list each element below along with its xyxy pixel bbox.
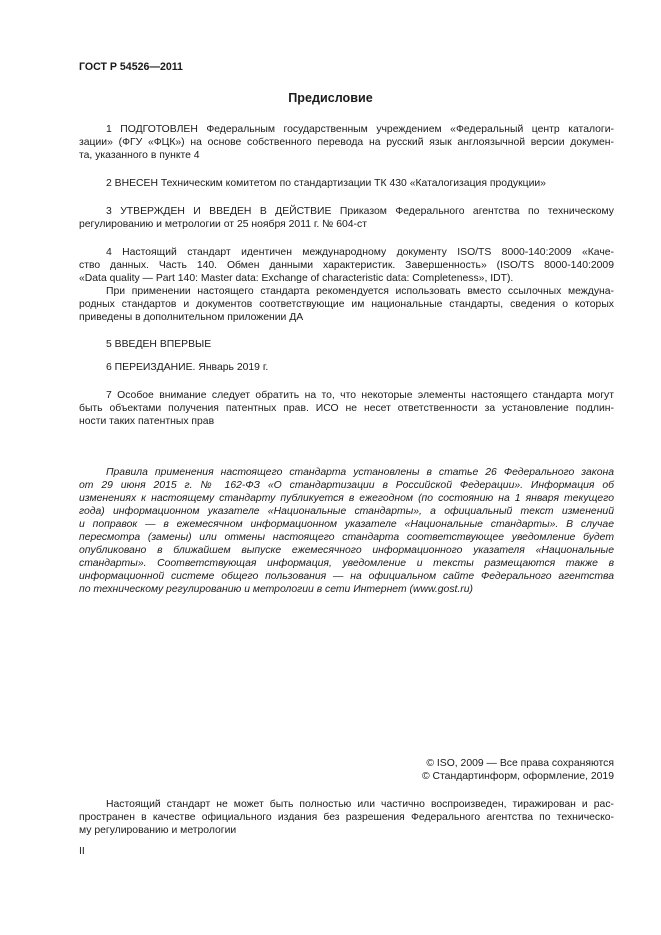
reproduction-notice-line-3: му регулированию и метрологии bbox=[79, 825, 237, 836]
rules-note-line-2: от 29 июня 2015 г. № 162-ФЗ «О стандартизации в Российской Федерации». Информация об bbox=[79, 480, 614, 491]
foreword-item-2: 2 ВНЕСЕН Техническим комитетом по стандартизации ТК 430 «Каталогизация продукции» bbox=[106, 178, 546, 189]
rules-note-line-9: информационной системе общего пользования — на официальном сайте Федерального агентства bbox=[79, 571, 614, 582]
foreword-item-7-line-3: ности таких патентных прав bbox=[79, 416, 215, 427]
copyright-iso: © ISO, 2009 — Все права сохраняются bbox=[426, 758, 614, 769]
page-title: Предисловие bbox=[288, 91, 373, 105]
foreword-item-7-line-1: 7 Особое внимание следует обратить на то, что некоторые элементы настоящего стандарта могут bbox=[106, 390, 614, 401]
foreword-item-3-line-1: 3 УТВЕРЖДЕН И ВВЕДЕН В ДЕЙСТВИЕ Приказом Федерального агентства по техническому bbox=[106, 206, 614, 217]
foreword-item-4-note-line-3: приведены в дополнительном приложении ДА bbox=[79, 312, 304, 323]
standard-code: ГОСТ Р 54526—2011 bbox=[79, 61, 183, 73]
foreword-item-6: 6 ПЕРЕИЗДАНИЕ. Январь 2019 г. bbox=[106, 362, 269, 373]
foreword-item-4-line-3: «Data quality — Part 140: Master data: Exchange of characteristic data: Completeness», IDT). bbox=[79, 273, 514, 284]
rules-note-line-4: года) информационном указателе «Национальные стандарты», а официальный текст изменений bbox=[79, 506, 614, 517]
foreword-item-5: 5 ВВЕДЕН ВПЕРВЫЕ bbox=[106, 339, 212, 350]
foreword-item-3-line-2: регулированию и метрологии от 25 ноября 2011 г. № 604-ст bbox=[79, 219, 367, 230]
reproduction-notice-line-2: пространен в качестве официального издания без разрешения Федерального агентства по техническо- bbox=[79, 812, 614, 823]
page-number: II bbox=[79, 846, 85, 857]
rules-note-line-6: пересмотра (замены) или отмены настоящего стандарта соответствующее уведомление будет bbox=[79, 532, 614, 543]
rules-note-line-7: опубликовано в ближайшем выпуске ежемесячного информационного указателя «Национальные bbox=[79, 545, 614, 556]
foreword-item-4-line-2: ство данных. Часть 140. Обмен данными характеристик. Завершенность» (ISO/TS 8000-140:2009 bbox=[79, 260, 614, 271]
rules-note-line-10: по техническому регулированию и метрологии в сети Интернет (www.gost.ru) bbox=[79, 584, 473, 595]
foreword-item-4-note-line-2: родных стандартов и документов соответствующие им национальные стандарты, сведения о которых bbox=[79, 299, 614, 310]
copyright-standartinform: © Стандартинформ, оформление, 2019 bbox=[421, 771, 614, 782]
reproduction-notice-line-1: Настоящий стандарт не может быть полностью или частично воспроизведен, тиражирован и рас- bbox=[106, 799, 614, 810]
rules-note-line-3: изменениях к настоящему стандарту публикуется в ежегодном (по состоянию на 1 января текущего bbox=[79, 493, 614, 504]
rules-note-line-8: стандарты». Соответствующая информация, уведомление и тексты размещаются также в bbox=[79, 558, 614, 569]
foreword-item-1-line-2: зации» (ФГУ «ФЦК») на основе собственного перевода на русский язык англоязычной версии докумен- bbox=[79, 137, 614, 148]
foreword-item-7-line-2: быть объектами получения патентных прав. ИСО не несет ответственности за установление подлин- bbox=[79, 403, 614, 414]
foreword-item-1-line-1: 1 ПОДГОТОВЛЕН Федеральным государственным учреждением «Федеральный центр каталоги- bbox=[106, 124, 614, 135]
foreword-item-4-note-line-1: При применении настоящего стандарта рекомендуется использовать вместо ссылочных междуна- bbox=[106, 286, 614, 297]
foreword-item-4-line-1: 4 Настоящий стандарт идентичен международному документу ISO/TS 8000-140:2009 «Каче- bbox=[106, 247, 614, 258]
rules-note-line-5: и поправок — в ежемесячном информационном указателе «Национальные стандарты». В случае bbox=[79, 519, 614, 530]
rules-note-line-1: Правила применения настоящего стандарта установлены в статье 26 Федерального закона bbox=[106, 467, 614, 478]
foreword-item-1-line-3: та, указанного в пункте 4 bbox=[79, 150, 200, 161]
